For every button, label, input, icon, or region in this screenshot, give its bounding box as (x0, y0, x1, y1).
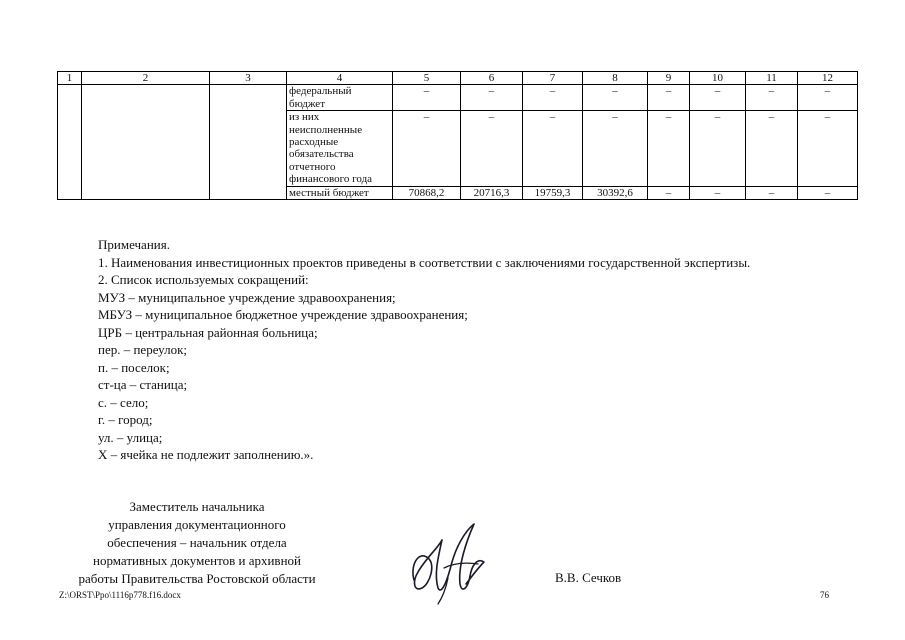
col-header: 4 (287, 72, 393, 85)
table-cell: – (393, 111, 461, 186)
signatory-title-line: обеспечения – начальник отдела (107, 535, 287, 550)
col-header: 3 (210, 72, 287, 85)
abbreviation-item: с. – село; (98, 394, 149, 410)
abbreviation-item: пер. – переулок; (98, 342, 187, 357)
row-label-line: из них (289, 111, 320, 124)
signatory-title (52, 498, 342, 588)
row-label-line: неисполненные (289, 123, 363, 136)
table-cell: 19759,3 (523, 186, 583, 199)
row-label-line: отчетного (289, 160, 336, 173)
row-label-line: финансового года (289, 173, 373, 186)
table-cell: – (523, 111, 583, 186)
row-label-line: федеральный (289, 85, 352, 98)
empty-cell (82, 85, 210, 200)
handwritten-signature (408, 518, 488, 606)
table-cell: – (690, 111, 746, 186)
col-header: 12 (798, 72, 858, 85)
signatory-title-line: управления документационного (108, 517, 286, 532)
table-cell: – (690, 186, 746, 199)
abbreviation-item: Х – ячейка не подлежит заполнению.». (98, 447, 314, 462)
table-cell: – (648, 85, 690, 111)
table-cell: – (648, 111, 690, 186)
row-label (287, 186, 393, 199)
table-cell: – (798, 111, 858, 186)
table-cell: 70868,2 (393, 186, 461, 199)
notes-heading: Примечания. (98, 237, 170, 252)
row-label (287, 85, 393, 111)
row-label-line: обязательства (289, 148, 354, 161)
col-header: 11 (746, 72, 798, 85)
table-cell: – (746, 111, 798, 186)
file-path: Z:\ORST\Ppo\1116p778.f16.docx (59, 590, 181, 600)
col-header: 9 (648, 72, 690, 85)
table-cell: – (690, 85, 746, 111)
table-cell: – (523, 85, 583, 111)
table-cell: – (798, 186, 858, 199)
note-line: 1. Наименования инвестиционных проектов приведены в соответствии с заключениями государственной экспертизы. (98, 254, 751, 270)
abbreviation-item: МУЗ – муниципальное учреждение здравоохранения; (98, 289, 396, 305)
row-label-line: бюджет (289, 97, 325, 110)
table-header-row (58, 72, 858, 85)
abbreviation-item: г. – город; (98, 412, 153, 427)
col-header: 1 (58, 72, 82, 85)
note-line: 2. Список используемых сокращений: (98, 272, 309, 287)
signatory-name: В.В. Сечков (555, 570, 622, 585)
notes-section (98, 236, 858, 464)
table-cell: – (393, 85, 461, 111)
table-cell: 30392,6 (583, 186, 648, 199)
col-header: 2 (82, 72, 210, 85)
table-cell: – (648, 186, 690, 199)
signatory-title-line: работы Правительства Ростовской области (78, 571, 316, 586)
abbreviation-item: ЦРБ – центральная районная больница; (98, 324, 318, 340)
col-header: 6 (461, 72, 523, 85)
empty-cell (210, 85, 287, 200)
col-header: 7 (523, 72, 583, 85)
table-cell: 20716,3 (461, 186, 523, 199)
table-cell: – (583, 111, 648, 186)
table-row (58, 85, 858, 111)
budget-table (57, 71, 858, 200)
abbreviation-item: п. – поселок; (98, 359, 170, 375)
table-cell: – (746, 85, 798, 111)
empty-cell (58, 85, 82, 200)
signatory-title-line: Заместитель начальника (129, 499, 265, 514)
col-header: 8 (583, 72, 648, 85)
abbreviation-item: ул. – улица; (98, 429, 163, 445)
abbreviation-item: МБУЗ – муниципальное бюджетное учреждение здравоохранения; (98, 307, 468, 322)
table-cell: – (461, 85, 523, 111)
col-header: 5 (393, 72, 461, 85)
table-cell: – (798, 85, 858, 111)
signatory-title-line: нормативных документов и архивной (93, 553, 301, 568)
table-cell: – (461, 111, 523, 186)
table-cell: – (583, 85, 648, 111)
row-label-line: местный бюджет (289, 186, 369, 199)
table-cell: – (746, 186, 798, 199)
row-label (287, 111, 393, 186)
col-header: 10 (690, 72, 746, 85)
abbreviation-item: ст-ца – станица; (98, 377, 188, 392)
row-label-line: расходные (289, 136, 339, 149)
page-number: 76 (820, 590, 829, 600)
